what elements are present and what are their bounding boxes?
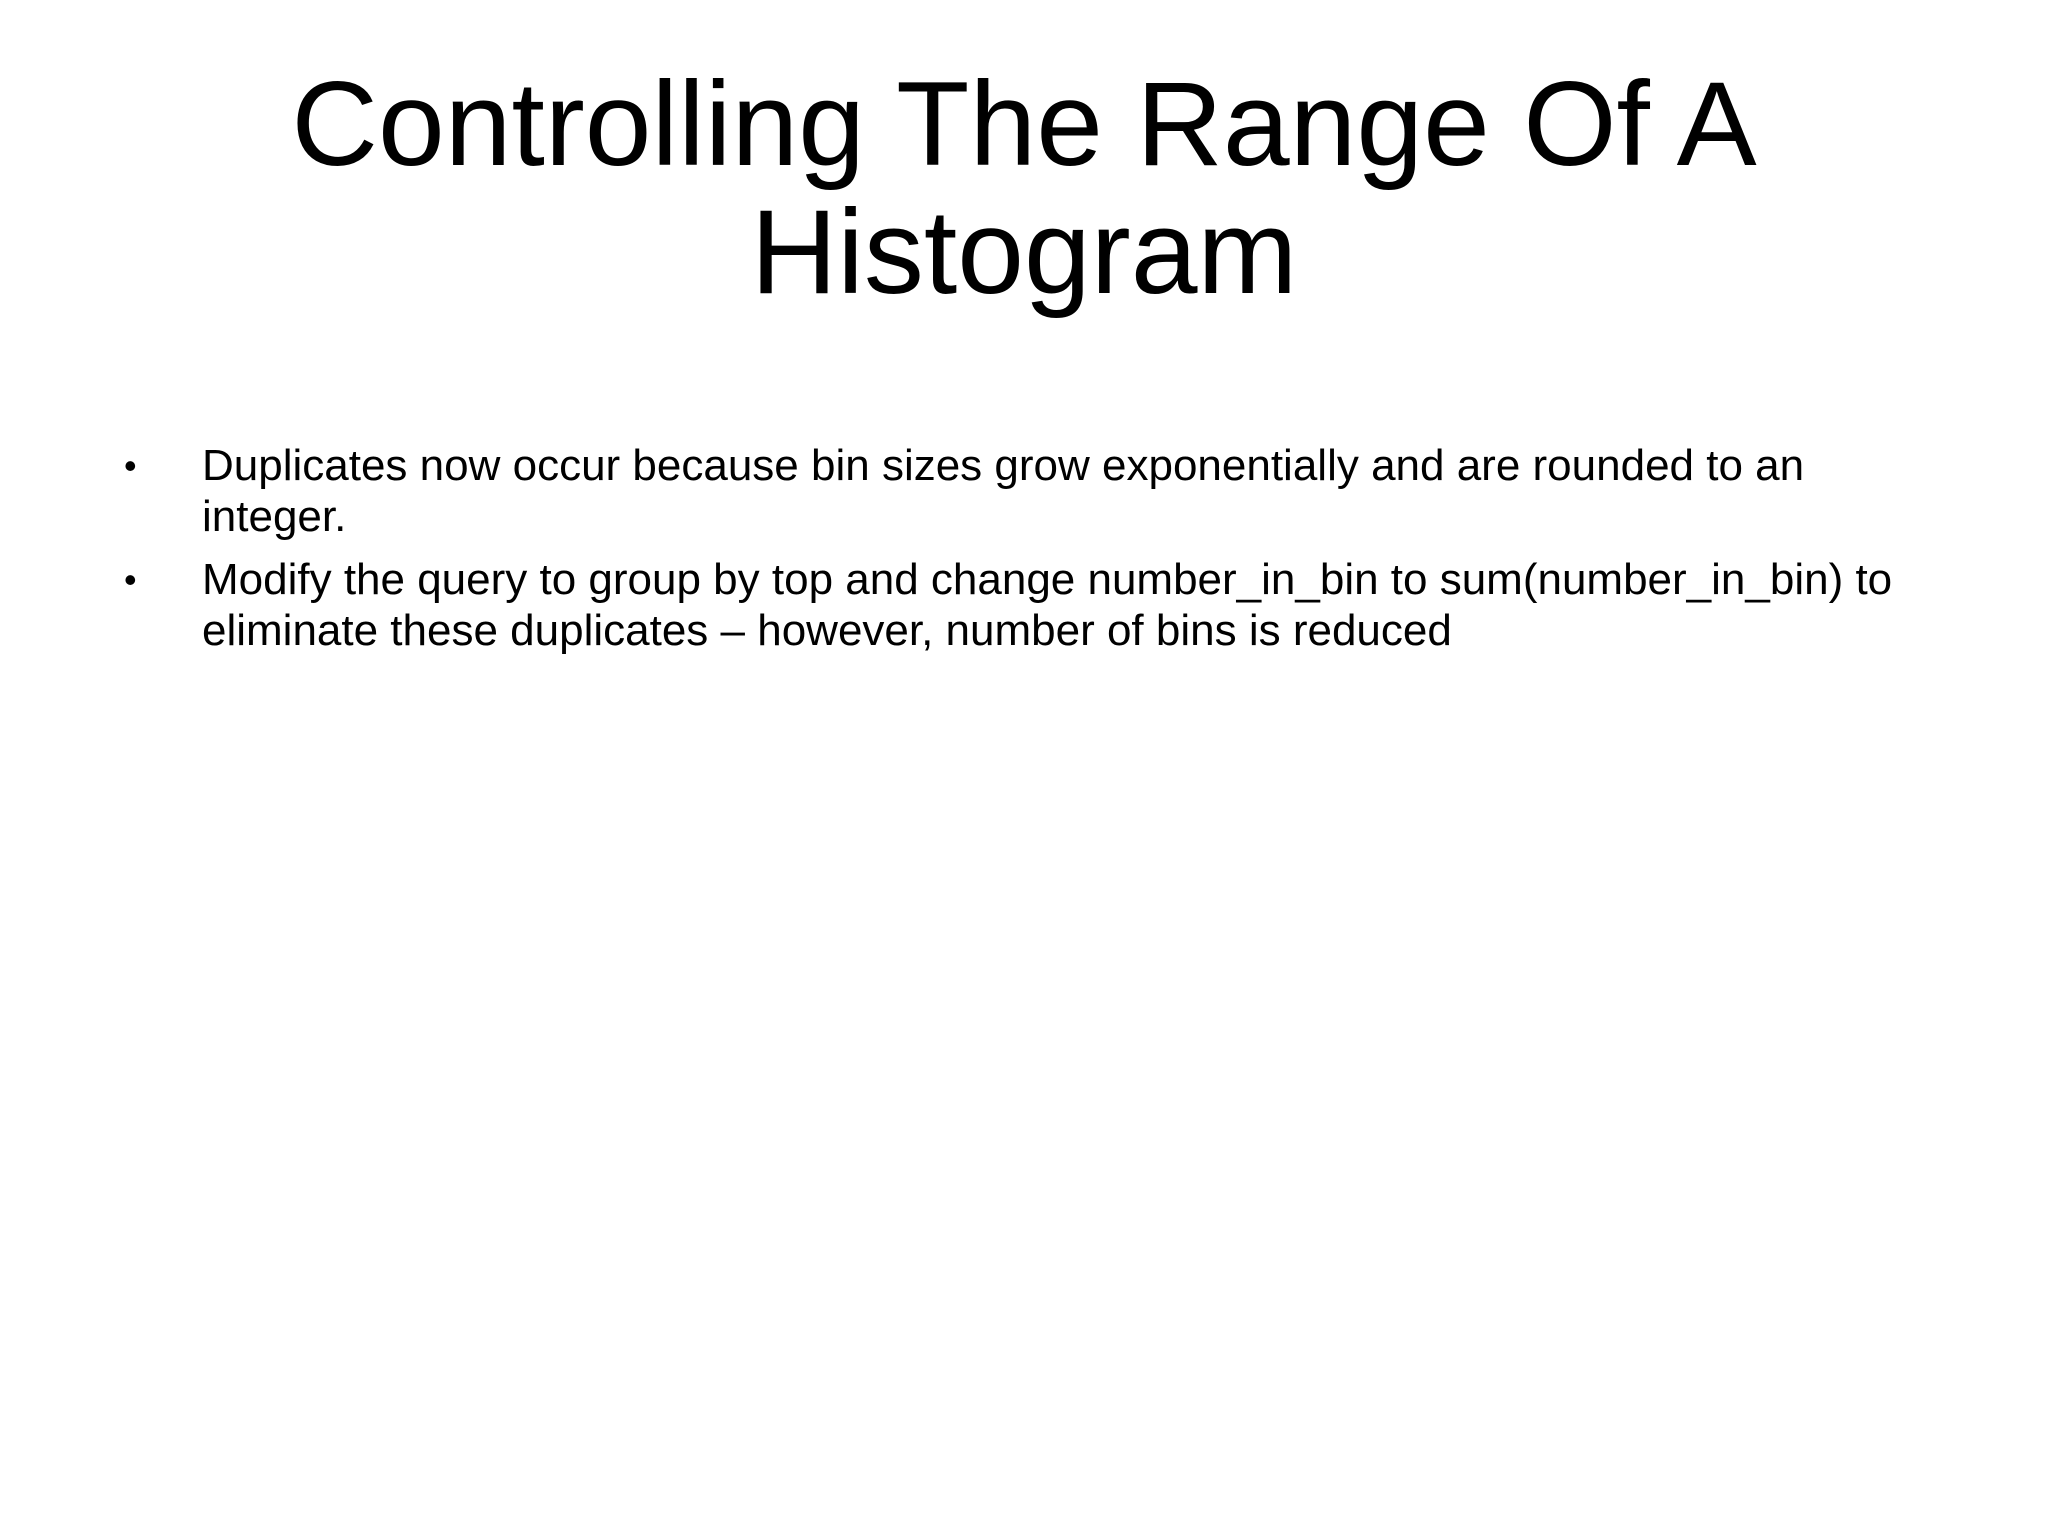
- bullet-list: [120, 440, 1930, 668]
- bullet-text: Modify the query to group by top and change number_in_bin to sum(number_in_bin) to eliminate these duplicates – however, number of bins is reduced: [202, 555, 1893, 655]
- bullet-dot-icon: •: [124, 559, 137, 600]
- bullet-text: Duplicates now occur because bin sizes grow exponentially and are rounded to an integer.: [202, 441, 1805, 541]
- bullet-dot-icon: •: [124, 445, 137, 486]
- bullet-item-modify-query: [120, 554, 1930, 656]
- slide-title-line-2: Histogram: [750, 185, 1298, 319]
- slide-title-line-1: Controlling The Range Of A: [291, 57, 1757, 191]
- bullet-item-duplicates: [120, 440, 1930, 542]
- slide-title: [100, 57, 1948, 319]
